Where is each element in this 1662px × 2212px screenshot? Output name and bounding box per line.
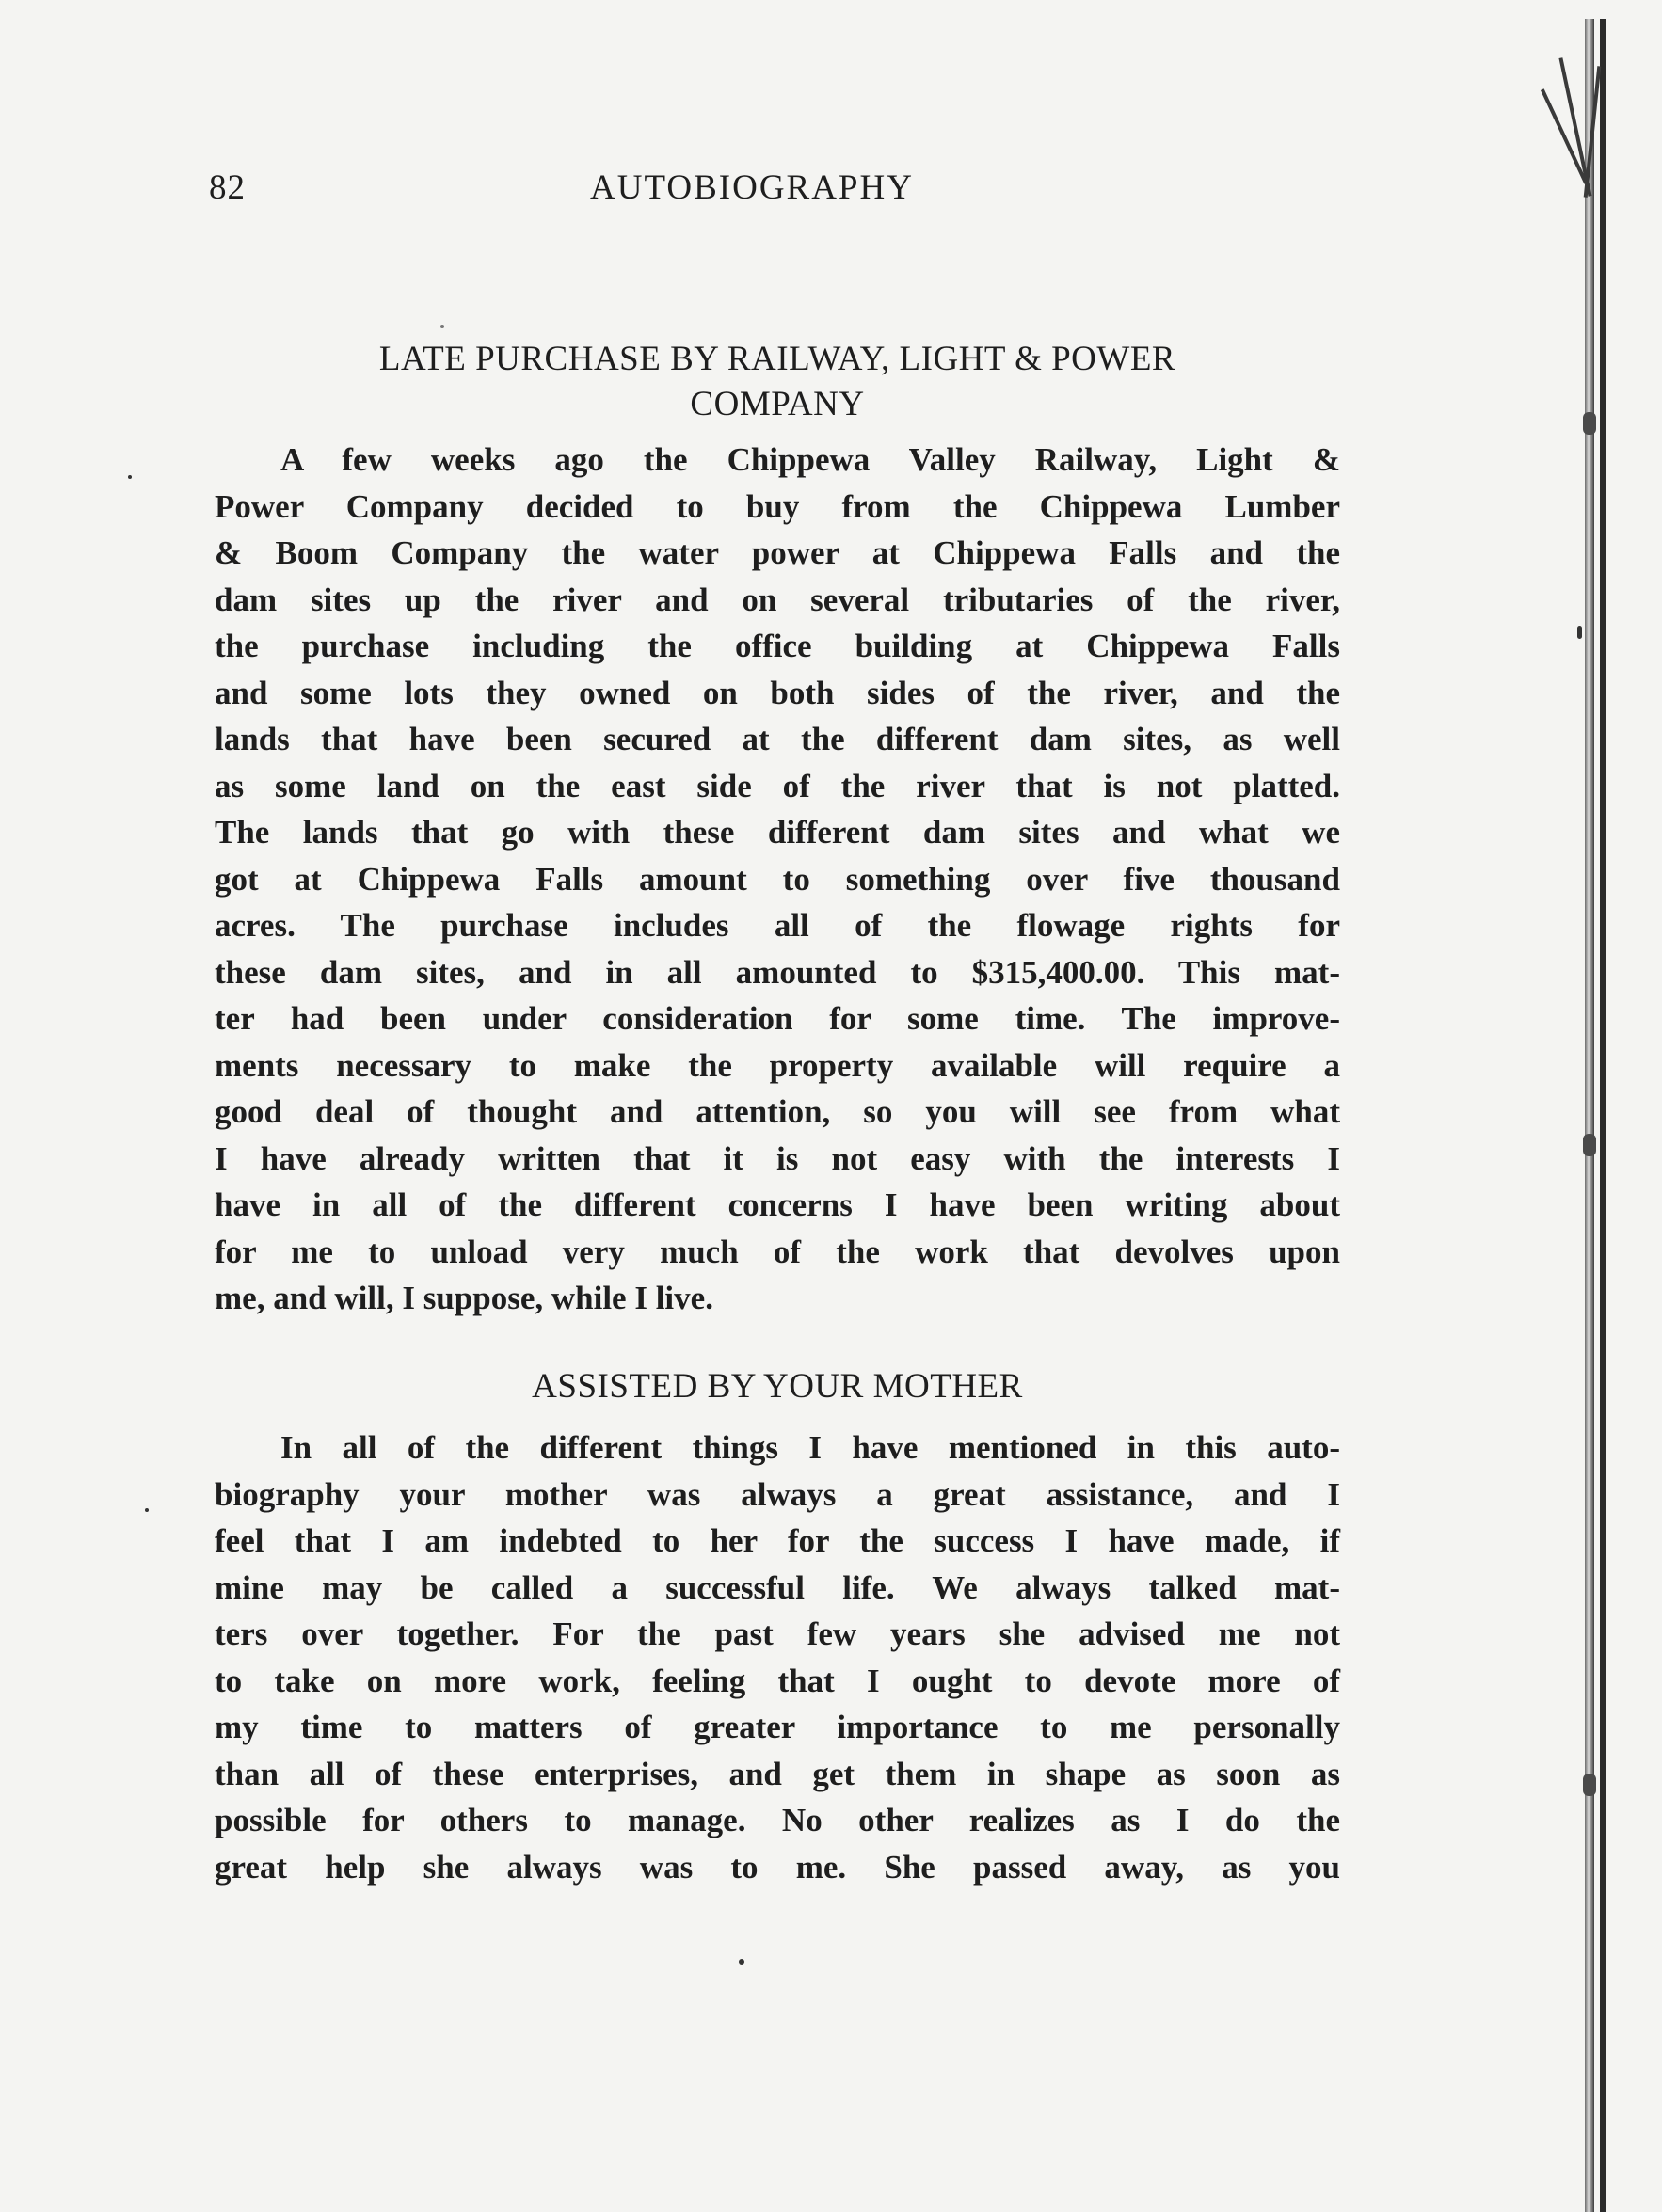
text-line: the purchase including the office building at Chippewa Falls (215, 628, 1340, 664)
text-line: dam sites up the river and on several tributaries of the river, (215, 581, 1340, 618)
section-assisted-by-mother (215, 1364, 1340, 1890)
running-head (209, 167, 1338, 224)
text-line: ters over together. For the past few years she advised me not (215, 1615, 1340, 1652)
text-line: In all of the different things I have mentioned in this auto- (280, 1429, 1340, 1466)
running-title: AUTOBIOGRAPHY (590, 168, 914, 207)
text-line: & Boom Company the water power at Chippewa Falls and the (215, 534, 1340, 571)
text-line: possible for others to manage. No other realizes as I do the (215, 1802, 1340, 1838)
spine-line (1585, 19, 1594, 2212)
page-speck (145, 1508, 149, 1512)
text-line: lands that have been secured at the different dam sites, as well (215, 721, 1340, 757)
page-speck (739, 1959, 744, 1965)
spine-edge (1600, 19, 1606, 2212)
text-line: and some lots they owned on both sides of the river, and the (215, 674, 1340, 711)
text-line: ter had been under consideration for some time. The improve- (215, 1000, 1340, 1037)
text-line: for me to unload very much of the work that devolves upon (215, 1233, 1340, 1270)
text-line: acres. The purchase includes all of the flowage rights for (215, 907, 1340, 944)
binding-stitch (1583, 412, 1596, 435)
binding-stitch (1583, 1774, 1596, 1796)
paragraph (215, 437, 1340, 1322)
text-line: feel that I am indebted to her for the success I have made, if (215, 1522, 1340, 1559)
text-line: have in all of the different concerns I have been writing about (215, 1186, 1340, 1223)
text-line: great help she always was to me. She passed away, as you (215, 1848, 1340, 1886)
book-binding-edge (1543, 19, 1662, 2212)
text-line: Power Company decided to buy from the Chippewa Lumber (215, 487, 1340, 525)
paragraph (215, 1424, 1340, 1890)
text-line: ments necessary to make the property available will require a (215, 1046, 1340, 1084)
section-heading (215, 1364, 1340, 1409)
page-number: 82 (209, 168, 246, 207)
text-line: me, and will, I suppose, while I live. (215, 1280, 713, 1316)
text-line: I have already written that it is not easy with the interests I (215, 1139, 1340, 1177)
page-speck (128, 475, 132, 479)
text-line: The lands that go with these different dam sites and what we (215, 814, 1340, 851)
binding-speck (1577, 626, 1582, 639)
heading-line: LATE PURCHASE BY RAILWAY, LIGHT & POWER (378, 340, 1176, 378)
heading-line: ASSISTED BY YOUR MOTHER (532, 1367, 1023, 1406)
section-late-purchase (215, 337, 1340, 1322)
binding-stitch (1583, 1134, 1596, 1156)
text-line: A few weeks ago the Chippewa Valley Railway, Light & (280, 441, 1340, 478)
text-line: than all of these enterprises, and get them in shape as soon as (215, 1755, 1340, 1792)
heading-line: COMPANY (690, 385, 865, 423)
text-line: mine may be called a successful life. We always talked mat- (215, 1568, 1340, 1606)
text-line: these dam sites, and in all amounted to $315,400.00. This mat- (215, 953, 1340, 991)
text-line: my time to matters of greater importance to me personally (215, 1709, 1340, 1745)
binding-thread (1541, 88, 1588, 183)
page-speck (440, 325, 444, 328)
text-line: as some land on the east side of the river that is not platted. (215, 767, 1340, 804)
text-line: biography your mother was always a great assistance, and I (215, 1475, 1340, 1513)
text-line: got at Chippewa Falls amount to something over five thousand (215, 860, 1340, 898)
text-line: good deal of thought and attention, so you will see from what (215, 1093, 1340, 1130)
section-heading (215, 337, 1340, 427)
text-line: to take on more work, feeling that I ought to devote more of (215, 1662, 1340, 1699)
